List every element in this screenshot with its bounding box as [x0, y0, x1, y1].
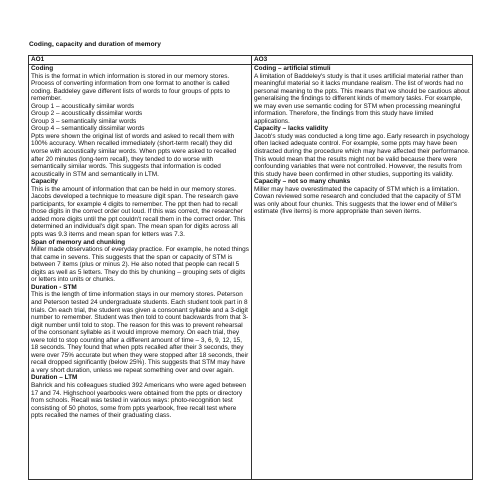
ao1-section-paragraph: Group 1 – acoustically similar words	[31, 102, 135, 110]
ao1-section-paragraph: This is the amount of information that can be held in our memory stores. Jacobs developed a technique to measure digit span. The research gave participants, for example 4 digits to remember. The ppt then had to recall those digits in the correct order out loud. If this was correct, the researcher added more digits until the ppt couldn't recall them in the correct order. This determined an individual's digit span. The mean span for digits across all ppts was 9.3 items and mean span for letters was 7.3.	[31, 185, 246, 239]
column-header-ao3: AO3	[252, 56, 473, 65]
ao1-section-heading: Span of memory and chunking	[31, 238, 126, 246]
ao3-section-paragraph: Miller may have overestimated the capacity of STM which is a limitation. Cowan reviewed some research and concluded that the capacity of STM was only about four chunks. This suggests that the lower end of Miller's estimate (five items) is more appropriate than seven items.	[254, 185, 461, 216]
ao1-section-heading: Capacity	[31, 178, 58, 186]
ao3-section-heading: Capacity – not so many chunks	[254, 178, 351, 186]
ao3-section-paragraph: Jacob's study was conducted a long time ago. Early research in psychology often lacked adequate control. For example, some ppts may have been distracted during the procedure which may have affected their performance. This would mean that the results might not be valid because there were confounding variables that were not controlled. However, the results from this study have been confirmed in other studies, supporting its validity.	[254, 132, 470, 178]
ao1-content	[31, 65, 249, 420]
ao1-section-paragraph: Group 2 – acoustically dissimilar words	[31, 110, 143, 118]
ao3-section-paragraph: A limitation of Baddeley's study is that it uses artificial material rather than meaningful material so it lacks mundane realism. The list of words had no personal meaning to the ppts. This means that we should be cautious about generalising the findings to different kinds of memory tasks. For example, we may even use semantic coding for STM when processing meaningful information. Therefore, the findings from this study have limited applications.	[254, 72, 470, 125]
ao1-section-heading: Duration – LTM	[31, 374, 78, 382]
ao3-cell	[252, 65, 473, 480]
ao3-section-heading: Coding – artificial stimuli	[254, 65, 331, 72]
ao1-section-paragraph: This is the length of time information stays in our memory stores. Peterson and Peterson tested 24 undergraduate students. Each student took part in 8 trials. On each trial, the student was given a consonant syllable and a 3-digit number to remember. Student was then told to count backwards from that 3-digit number until told to stop. The reason for this was to prevent rehearsal of the consonant syllable as it would improve memory. On each trial, they were told to stop counting after a different amount of time – 3, 6, 9, 12, 15, 18 seconds. They found that when ppts recalled after their 3 seconds, they were over 75% accurate but when they were stopped after 18 seconds, their recall dropped significantly (below 25%). This suggests that STM may have a very short duration, unless we repeat something over and over again.	[31, 291, 249, 374]
ao1-section-paragraph: Miller made observations of everyday practice. For example, he noted things that came in sevens. This suggests that the span or capacity of STM is between 7 items (plus or minus 2). He also noted that people can recall 5 digits as well as 5 letters. They do this by chunking – grouping sets of digits or letters into units or chunks.	[31, 246, 249, 284]
ao1-section-heading: Duration - STM	[31, 283, 77, 291]
ao3-section-heading: Capacity – lacks validity	[254, 125, 329, 133]
ao1-cell	[29, 65, 252, 480]
notes-table	[28, 55, 473, 480]
ao3-content	[254, 65, 470, 216]
ao1-section-paragraph: This is the format in which information is stored in our memory stores. Process of converting information from one format to another is called coding. Baddeley gave different lists of words to four groups of ppts to remember.	[31, 72, 230, 103]
table-body-row	[29, 65, 473, 480]
ao1-section-paragraph: Ppts were shown the original list of words and asked to recall them with 100% accuracy. When recalled immediately (short-term recall) they did worse with acoustically similar words. When ppts were asked to recalled after 20 minutes (long-term recall), they tended to do worse with semantically similar words. This suggests that information is coded acoustically in STM and semantically in LTM.	[31, 132, 237, 178]
column-header-ao1: AO1	[29, 56, 252, 65]
ao1-section-paragraph: Group 3 – semantically similar words	[31, 117, 137, 125]
ao1-section-heading: Coding	[31, 65, 54, 72]
table-header-row	[29, 56, 473, 65]
ao1-section-paragraph: Bahrick and his colleagues studied 392 Americans who were aged between 17 and 74. Highschool yearbooks were obtained from the ppts or directory from schools. Recall was tested in various ways: photo-recognition test consisting of 50 photos, some from ppts yearbook, free recall test where ppts recalled the names of their graduating class.	[31, 381, 247, 420]
ao1-section-paragraph: Group 4 – semantically dissimilar words	[31, 125, 145, 133]
document-title: Coding, capacity and duration of memory	[29, 41, 162, 48]
